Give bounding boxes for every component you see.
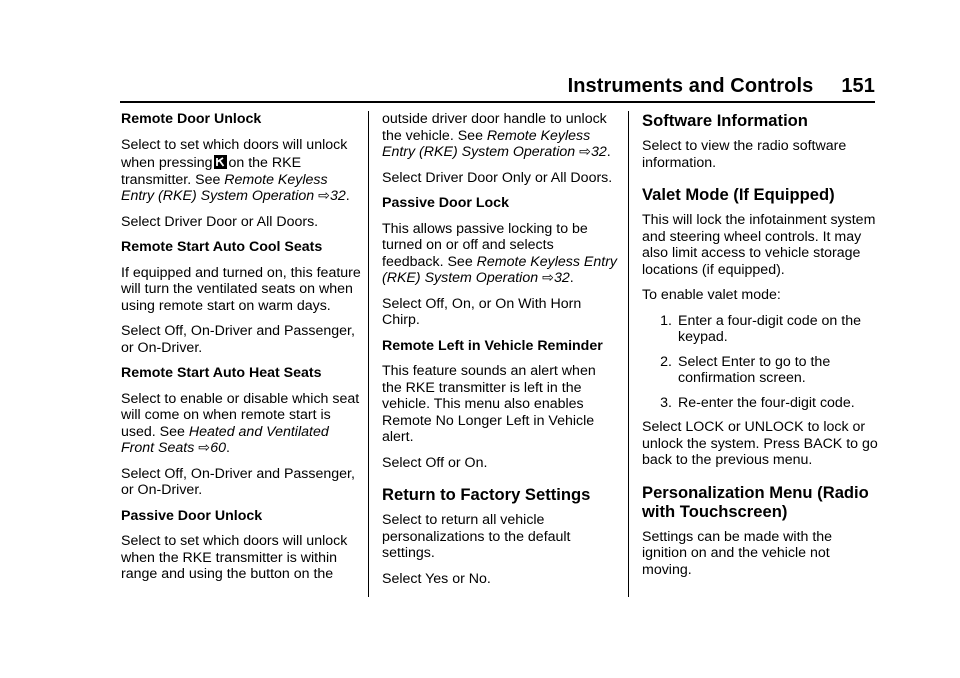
paragraph: If equipped and turned on, this feature will turn the ventilated seats on when using remote start on warm days.	[121, 264, 361, 314]
cross-reference[interactable]: Remote Keyless Entry (RKE) System Operation	[382, 253, 618, 286]
text: transmitter. See	[121, 171, 225, 188]
text: outside driver door handle to unlock the vehicle. See	[382, 111, 607, 144]
step-text: Enter a four-digit code on the keypad.	[678, 312, 861, 345]
header-rule	[120, 101, 875, 103]
step-number: 1.	[660, 312, 672, 329]
reference-arrow-icon: ⇨	[318, 188, 331, 204]
text: when pressing	[121, 155, 213, 171]
reference-page[interactable]: 60	[210, 440, 226, 456]
subheading-passive-unlock: Passive Door Unlock	[121, 507, 263, 524]
paragraph: Settings can be made with the ignition on and the vehicle not moving.	[642, 528, 833, 578]
cross-reference[interactable]: Heated and Ventilated Front Seats	[121, 423, 329, 456]
paragraph: Select to enable or disable which seat will come on when remote start is used. See Heated and Ventilated Front Seats ⇨60.	[121, 390, 360, 456]
subheading-cool-seats: Remote Start Auto Cool Seats	[121, 239, 323, 255]
column-3	[642, 111, 878, 587]
list-item	[642, 395, 878, 412]
text: This allows passive locking to be turned on or off and selects feedback. See	[382, 220, 588, 270]
paragraph: Select Driver Door Only or All Doors.	[382, 169, 613, 186]
paragraph: Select to set which doors will unlock when the RKE transmitter is within range and using the button on the	[121, 533, 348, 582]
text: Select to enable or disable which seat will come on when remote start is used. See	[121, 390, 360, 440]
subheading-left-reminder: Remote Left in Vehicle Reminder	[382, 337, 603, 354]
page-header	[120, 72, 875, 98]
paragraph: Select Off, On-Driver and Passenger, or On-Driver.	[121, 323, 355, 356]
paragraph: Select to view the radio software information.	[642, 138, 847, 171]
text: Select to set which doors will unlock	[121, 136, 348, 153]
paragraph: Select to set which doors will unlock when pressing on the RKE transmitter. See Remote Keyless Entry (RKE) System Operation ⇨32.	[121, 136, 350, 204]
step-text: Select Enter to go to the confirmation screen.	[678, 353, 831, 386]
cross-reference[interactable]: Remote Keyless Entry (RKE) System Operation	[382, 127, 591, 160]
reference-page[interactable]: 32	[330, 188, 346, 204]
reference-arrow-icon: ⇨	[542, 270, 554, 286]
valet-steps-list	[642, 313, 878, 412]
step-number: 2.	[660, 353, 672, 370]
step-text: Re-enter the four-digit code.	[678, 394, 855, 411]
section-title: Instruments and Controls	[567, 75, 814, 97]
column-divider-1	[368, 111, 369, 597]
heading-factory-settings: Return to Factory Settings	[382, 485, 591, 504]
rke-unlock-icon	[214, 155, 227, 169]
paragraph: Select Off, On-Driver and Passenger, or On-Driver.	[121, 465, 355, 498]
subheading-remote-door-unlock: Remote Door Unlock	[121, 111, 262, 127]
paragraph: Select Off or On.	[382, 454, 488, 471]
paragraph: This feature sounds an alert when the RKE transmitter is left in the vehicle. This menu also enables Remote No Longer Left in Vehicle alert.	[382, 363, 596, 445]
subheading-passive-lock: Passive Door Lock	[382, 195, 509, 211]
list-item	[642, 313, 878, 346]
heading-personalization-menu: Personalization Menu (Radio with Touchscreen)	[642, 482, 869, 521]
paragraph: This allows passive locking to be turned on or off and selects feedback. See Remote Keyless Entry (RKE) System Operation ⇨32.	[382, 220, 618, 286]
column-2	[382, 111, 618, 596]
column-divider-2	[628, 111, 629, 597]
paragraph: Select Off, On, or On With Horn Chirp.	[382, 295, 582, 328]
reference-arrow-icon: ⇨	[198, 440, 211, 456]
paragraph: Select Yes or No.	[382, 570, 491, 587]
cross-reference[interactable]: Remote Keyless Entry (RKE) System Operation	[121, 171, 328, 204]
heading-valet-mode: Valet Mode (If Equipped)	[642, 185, 835, 204]
paragraph: outside driver door handle to unlock the vehicle. See Remote Keyless Entry (RKE) System Operation ⇨32.	[382, 111, 611, 160]
reference-page[interactable]: 32	[591, 144, 607, 160]
paragraph: Select to return all vehicle personalizations to the default settings.	[382, 512, 571, 561]
page-number: 151	[841, 75, 875, 97]
list-item	[642, 354, 878, 387]
paragraph: Select LOCK or UNLOCK to lock or unlock the system. Press BACK to go back to the previous menu.	[642, 419, 878, 468]
column-1	[121, 111, 361, 592]
text: on the RKE	[228, 155, 302, 171]
step-number: 3.	[660, 394, 672, 411]
reference-page[interactable]: 32	[553, 270, 570, 286]
paragraph: To enable valet mode:	[642, 287, 781, 303]
heading-software-information: Software Information	[642, 111, 808, 130]
subheading-heat-seats: Remote Start Auto Heat Seats	[121, 365, 322, 381]
paragraph: This will lock the infotainment system and steering wheel controls. It may also limit access to vehicle storage locations (if equipped).	[642, 212, 876, 278]
paragraph: Select Driver Door or All Doors.	[121, 213, 319, 230]
reference-arrow-icon: ⇨	[579, 144, 592, 160]
